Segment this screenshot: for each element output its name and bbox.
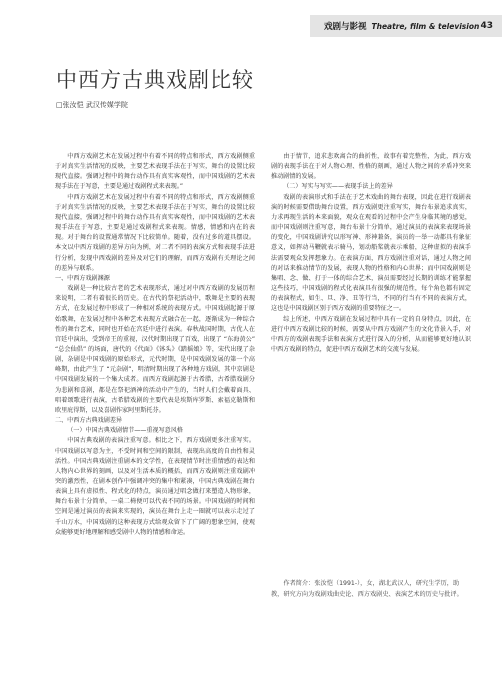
body-paragraph: 中西方戏剧艺术在发展过程中有着不同的特点和形式，西方戏剧侧重于对真实生活情况的反映，主要艺术表现手法在于写实，舞台的设置比较现代直接，强调过程中的舞台动作具有真实客观性，而中国戏剧的艺术表现手法在于写意，主要是通过戏剧程式来表现。情感，情感和内在的表现。对于舞台的设置通常情况下比较简单。随着，没有过多的道具摆设。本文以中西方戏剧的差异方向为例，对二者不同的表演方式和表现手法进行分析，发现中西戏剧的差异及对它们的理解，而西方戏剧有关理论之间的差异与联系。 [55,193,255,272]
running-header [310,15,502,37]
section-heading: 二、中西方古典戏剧差异 [55,417,123,425]
body-paragraph: 综上所述，中西方戏剧在发展过程中具有一定的自身特点，因此，在进行中西方戏剧比较的时候，需要从中西方戏剧产生的文化背景入手，对中西方的戏剧表现手法和表演方式进行深入的分析，从而能够更好地认识中西方戏剧的特点，促进中西方戏剧艺术的交流与发展。 [271,315,471,353]
section-heading: （二）写实与写实——表现手法上的差异 [283,183,393,191]
body-left-column [55,152,255,538]
author-line: □张汝恺 武汉传媒学院 [56,101,128,109]
author-note-text: 作者简介：张汝恺（1991-），女，湖北武汉人，研究生学历，助教，研究方向为戏剧戏曲史论、西方戏剧史、表演艺术的历史与批评。 [271,580,463,598]
body-paragraph: 戏剧的表演形式和手法在于艺术戏曲的舞台表现，因此在进行戏剧表演的时候需要借助舞台设置，西方戏剧更注重写实，舞台布景追求真实，力求再现生活的本来面貌，观众在观看的过程中会产生身临其境的感觉，而中国戏剧则注重写意，舞台布景十分简单，通过演员的表演来表现场景的变化，中国戏剧讲究以形写神、形神兼备，演员的一举一动都具有象征意义，如挥动马鞭就表示骑马，划动船桨就表示乘船，这种虚拟的表演手法需要观众发挥想象力。在表演方面，西方戏剧注重对话，通过人物之间的对话来推动情节的发展，表现人物的性格和内心世界；而中国戏剧则是集唱、念、做、打于一体的综合艺术，演员需要经过长期的训练才能掌握这些技巧，中国戏剧的程式化表演具有很强的规范性，每个角色都有固定的表演程式，如生、旦、净、丑等行当，不同的行当有不同的表演方式，这也是中国戏剧区别于西方戏剧的重要特征之一。 [271,193,471,313]
body-paragraph: 戏剧是一种比较古老的艺术表现形式，通过对中西方戏剧的发展历程来说明，二者有着很长的历史。在古代的祭祀活动中，歌舞是主要的表现方式，在发展过程中形成了一种相对系统的表现方式。中国戏剧起源于原始歌舞，在发展过程中各种艺术表现方式融合在一起，逐渐成为一种综合性的舞台艺术，同时也开始在宫廷中进行表演。春秋战国时期，古优人在宫廷中演出，受到帝王的重视，汉代时期出现了百戏，出现了 “东海黄公” “总会仙倡” 的场面，唐代的《代面》《钵头》《踏摇娘》等，宋代出现了杂剧，杂剧是中国戏剧的原始形式，元代时期，是中国戏剧发展的第一个高峰期，由此产生了 “元杂剧”，明清时期出现了各种地方戏剧，其中京剧是中国戏剧发展的一个集大成者。而西方戏剧起源于古希腊，古希腊戏剧分为悲剧和喜剧，都是在祭祀酒神的活动中产生的，当时人们会戴着面具、唱着颂歌进行表演，古希腊戏剧的主要代表是埃斯库罗斯、索福克勒斯和欧里庇得斯，以及喜剧作家阿里斯托芬。 [55,285,255,414]
body-right-column [271,152,471,355]
body-paragraph: 中国古典戏剧的表演注重写意。相比之下，西方戏剧更多注重写实。中国戏剧以写意为主，不受时间和空间的限制，表现出高度的自由性和灵活性。中国古典戏剧注重剧本的文学性，在表现情节时注重情感的表达和人物内心世界的刻画，以及对生活本质的概括，而西方戏剧则注重戏剧冲突的激烈性，在剧本创作中强调冲突的集中和紧凑，中国古典戏剧在舞台表演上具有虚拟性、程式化的特点，演员通过唱念做打来塑造人物形象，舞台布景十分简单，一桌二椅便可以代表不同的场景。中国戏剧的时间和空间是通过演员的表演来实现的，演员在舞台上走一圈就可以表示走过了千山万水，中国戏剧的这种表现方式给观众留下了广阔的想象空间，使观众能够更好地理解和感受剧中人物的情感和命运。 [55,437,255,536]
section-title-en: Theatre, film & television [371,22,480,31]
page-number: 43 [480,21,493,31]
section-title-cn: 戏剧与影视 [324,22,367,32]
section-heading: （一）中国古典戏剧情节——重视写意风格 [67,427,183,435]
body-paragraph: 由于情节，追求悲欢离合的曲折性，故事有着完整性，为此，西方戏剧的表现手法在于对人物心理、性格的刻画，通过人物之间的矛盾冲突来推动剧情的发展。 [271,153,471,181]
section-heading: 一、中西方戏剧渊源 [55,274,110,282]
running-header-title [324,20,479,32]
author-note [271,578,471,600]
article-title: 中西方古典戏剧比较 [56,68,254,92]
body-paragraph: 中西方戏剧艺术在发展过程中有着不同的特点和形式，西方戏剧侧重于对真实生活情况的反映，主要艺术表现手法在于写实，舞台的设置比较现代直接。强调过程中的舞台动作具有真实客观性，而中国戏剧的艺术表现手法在于写意，主要是通过戏剧程式来表现。” [55,153,255,191]
